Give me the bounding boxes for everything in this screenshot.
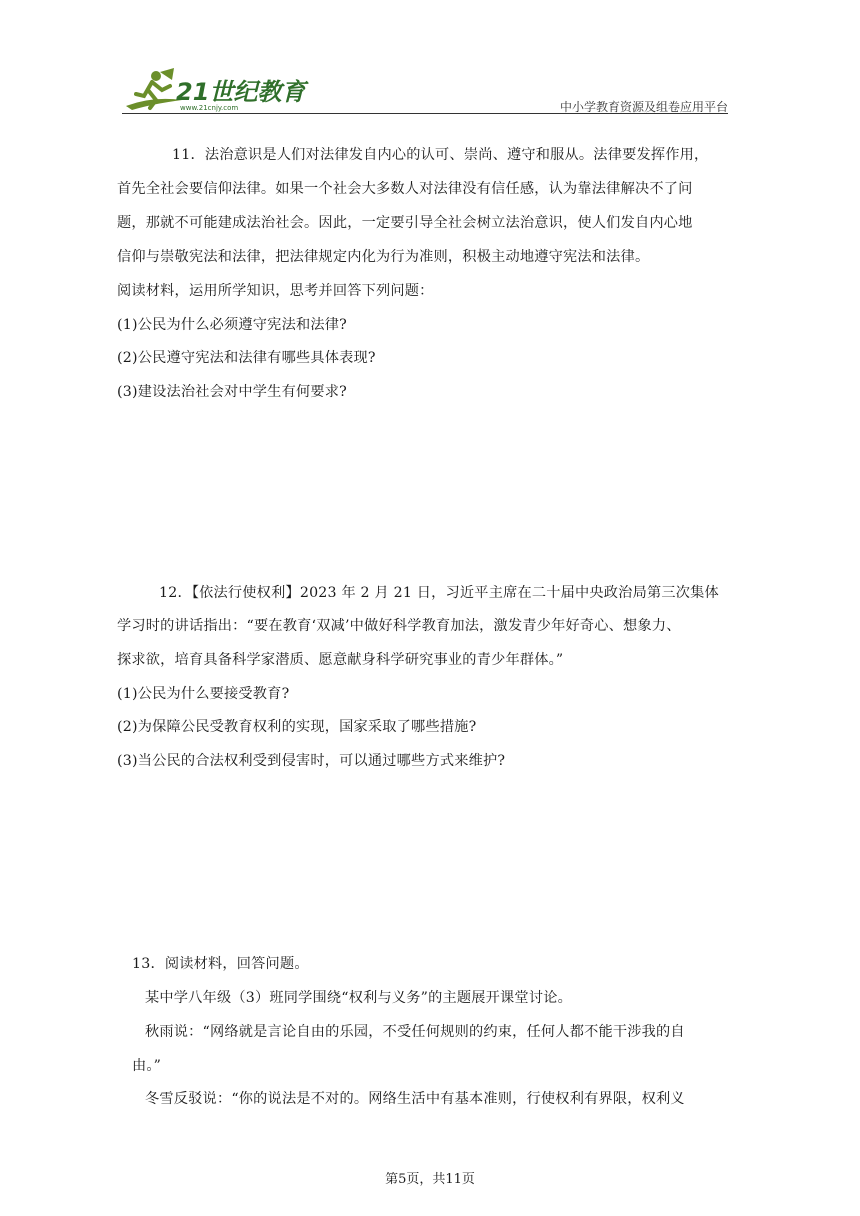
page-header [122, 62, 728, 114]
logo-text: 21世纪教育 [176, 78, 306, 106]
page-number: 第5页，共11页 [385, 1172, 475, 1187]
q13-line: 13．阅读材料，回答问题。 [132, 956, 309, 972]
q11-sub-3: (3)建设法治社会对中学生有何要求? [117, 384, 347, 400]
q13-line: 由。” [132, 1058, 162, 1074]
q12-line: 学习时的讲话指出：“要在教育‘双减’中做好科学教育加法，激发青少年好奇心、想象力、 [117, 618, 681, 634]
header-rule [122, 113, 728, 114]
q11-line: 题，那就不可能建成法治社会。因此，一定要引导全社会树立法治意识，使人们发自内心地 [117, 215, 693, 231]
q11-sub-1: (1)公民为什么必须遵守宪法和法律? [117, 317, 347, 333]
q12-sub-1: (1)公民为什么要接受教育? [117, 686, 290, 702]
q11-sub-2: (2)公民遵守宪法和法律有哪些具体表现? [117, 350, 376, 366]
q12-line: 探求欲，培育具备科学家潜质、愿意献身科学研究事业的青少年群体。” [117, 652, 564, 668]
q11-prompt: 阅读材料，运用所学知识，思考并回答下列问题： [117, 283, 434, 299]
logo-icon [122, 66, 306, 112]
logo-sub: www.21cnjy.com [180, 104, 239, 112]
q11-line: 信仰与崇敬宪法和法律，把法律规定内化为行为准则，积极主动地遵守宪法和法律。 [117, 249, 650, 265]
q13-line: 某中学八年级（3）班同学围绕“权利与义务”的主题展开课堂讨论。 [145, 990, 572, 1006]
platform-name: 中小学教育资源及组卷应用平台 [559, 100, 728, 114]
q12-sub-2: (2)为保障公民受教育权利的实现，国家采取了哪些措施? [117, 719, 477, 735]
q11-line: 首先全社会要信仰法律。如果一个社会大多数人对法律没有信任感，认为靠法律解决不了问 [117, 181, 693, 197]
q11-line: 11．法治意识是人们对法律发自内心的认可、崇尚、遵守和服从。法律要发挥作用， [172, 147, 709, 163]
q13-line: 秋雨说：“网络就是言论自由的乐园，不受任何规则的约束，任何人都不能干涉我的自 [145, 1024, 685, 1040]
q13-line: 冬雪反驳说：“你的说法是不对的。网络生活中有基本准则，行使权利有界限，权利义 [145, 1091, 685, 1107]
q12-sub-3: (3)当公民的合法权利受到侵害时，可以通过哪些方式来维护? [117, 753, 506, 769]
q12-line: 12．【依法行使权利】2023 年 2 月 21 日，习近平主席在二十届中央政治局第三次集体 [159, 585, 719, 601]
